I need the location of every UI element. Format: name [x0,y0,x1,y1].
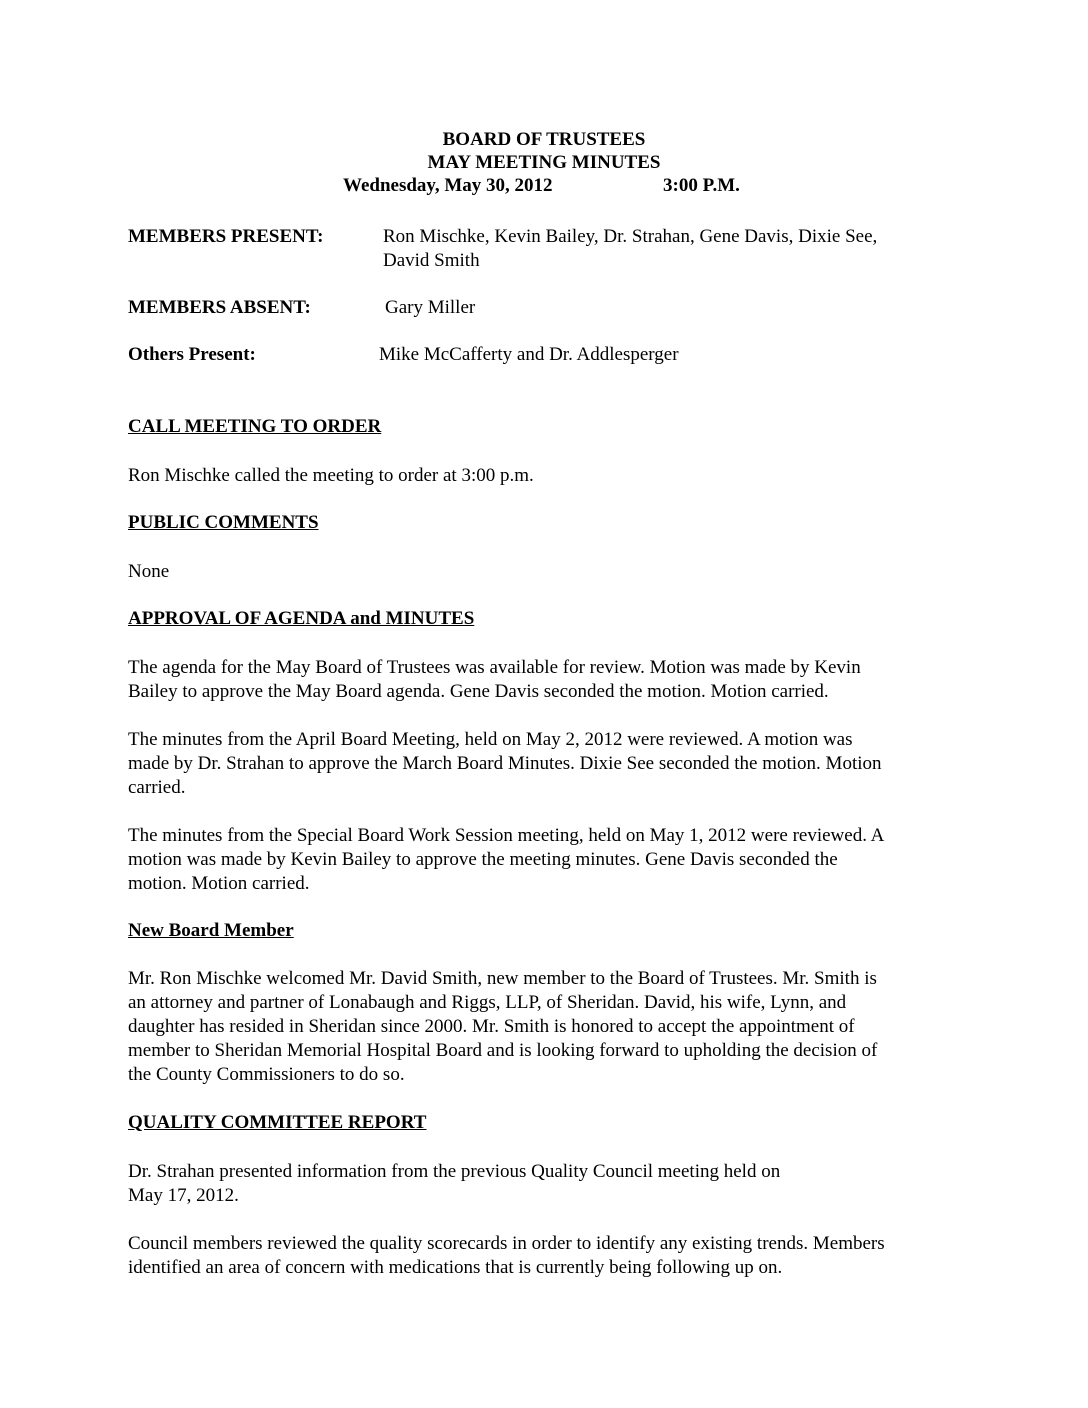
call-to-order-text: Ron Mischke called the meeting to order at 3:00 p.m. [128,465,534,486]
others-present-value: Mike McCafferty and Dr. Addlesperger [379,344,679,365]
text-line: identified an area of concern with medications that is currently being following up on. [128,1257,783,1278]
members-absent-row [128,296,968,320]
members-present-line2: David Smith [383,250,480,271]
public-comments-text: None [128,561,170,582]
meeting-time: 3:00 P.M. [663,175,740,196]
others-present-label: Others Present: [128,344,256,365]
heading-quality-committee: QUALITY COMMITTEE REPORT [128,1112,427,1133]
heading-public-comments: PUBLIC COMMENTS [128,512,319,533]
text-line: the County Commissioners to do so. [128,1064,405,1085]
new-member-paragraph [128,967,968,1087]
text-line: May 17, 2012. [128,1185,239,1206]
text-line: Council members reviewed the quality scorecards in order to identify any existing trends. Members [128,1233,885,1254]
text-line: The minutes from the April Board Meeting, held on May 2, 2012 were reviewed. A motion was [128,729,853,750]
document-header [0,128,1088,197]
text-line: daughter has resided in Sheridan since 2000. Mr. Smith is honored to accept the appointment of [128,1016,855,1037]
members-present-row [128,225,968,273]
text-line: Dr. Strahan presented information from the previous Quality Council meeting held on [128,1161,781,1182]
text-line: The minutes from the Special Board Work Session meeting, held on May 1, 2012 were reviewed. A [128,825,885,846]
text-line: an attorney and partner of Lonabaugh and Riggs, LLP, of Sheridan. David, his wife, Lynn, and [128,992,847,1013]
approval-agenda-paragraph [128,656,968,704]
others-present-row [128,343,968,367]
text-line: The agenda for the May Board of Trustees was available for review. Motion was made by Kevin [128,657,861,678]
text-line: Mr. Ron Mischke welcomed Mr. David Smith, new member to the Board of Trustees. Mr. Smith is [128,968,877,989]
members-present-line1: Ron Mischke, Kevin Bailey, Dr. Strahan, Gene Davis, Dixie See, [383,226,878,247]
approval-special-session-paragraph [128,824,968,896]
members-present-label: MEMBERS PRESENT: [128,226,324,247]
text-line: motion was made by Kevin Bailey to approve the meeting minutes. Gene Davis seconded the [128,849,838,870]
meeting-date: Wednesday, May 30, 2012 [343,175,553,196]
text-line: member to Sheridan Memorial Hospital Board and is looking forward to upholding the decision of [128,1040,878,1061]
heading-approval: APPROVAL OF AGENDA and MINUTES [128,608,475,629]
meeting-datetime [0,174,1088,197]
text-line: motion. Motion carried. [128,873,310,894]
approval-april-minutes-paragraph [128,728,968,800]
text-line: carried. [128,777,186,798]
text-line: made by Dr. Strahan to approve the March Board Minutes. Dixie See seconded the motion. Motion [128,753,882,774]
quality-paragraph-1 [128,1160,968,1208]
org-title: BOARD OF TRUSTEES [442,129,646,150]
text-line: Bailey to approve the May Board agenda. Gene Davis seconded the motion. Motion carried. [128,681,829,702]
heading-new-board-member: New Board Member [128,920,294,941]
meeting-title: MAY MEETING MINUTES [427,152,661,173]
members-absent-value: Gary Miller [385,297,476,318]
quality-paragraph-2 [128,1232,968,1280]
members-absent-label: MEMBERS ABSENT: [128,297,311,318]
heading-call-to-order: CALL MEETING TO ORDER [128,416,382,437]
